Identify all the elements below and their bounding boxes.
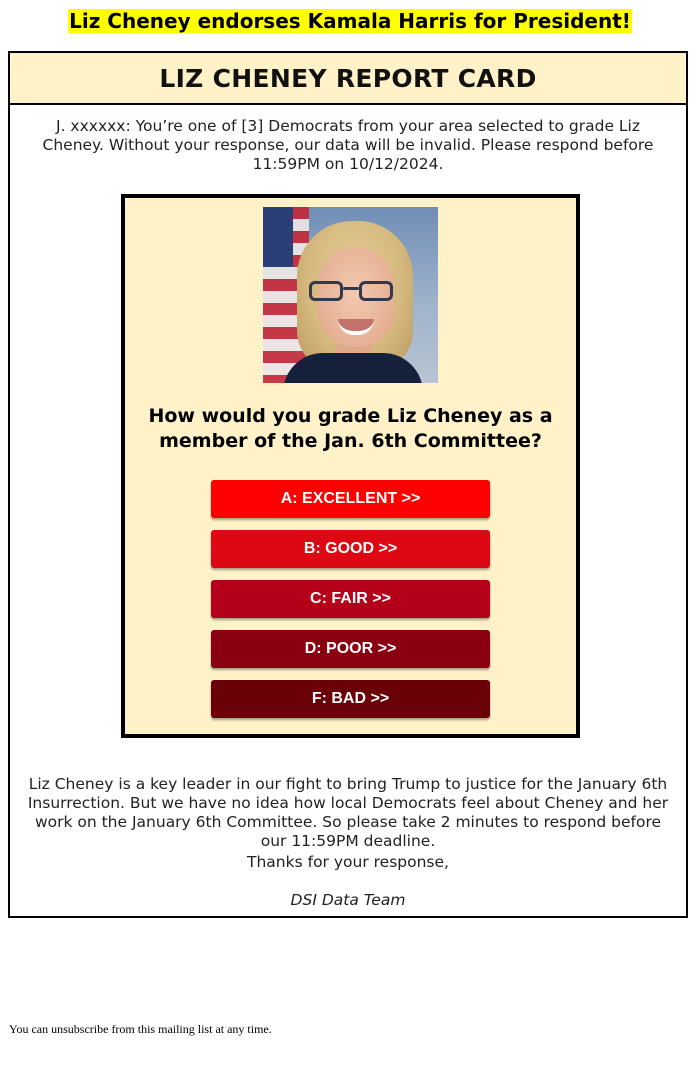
body-text: Liz Cheney is a key leader in our fight to bring Trump to justice for the January 6th Insurrection. But we have no idea how local Democrats feel about Cheney and her work on the January 6th Committee. So please take 2 minutes to respond before our 11:59PM deadline.: [27, 774, 669, 850]
grade-c-button[interactable]: C: FAIR >>: [211, 580, 490, 618]
portrait-glasses: [309, 281, 393, 303]
grade-f-button[interactable]: F: BAD >>: [211, 680, 490, 718]
portrait-photo: [263, 207, 438, 383]
intro-text: J. xxxxxx: You’re one of [3] Democrats from your area selected to grade Liz Cheney. Without your response, our data will be invalid. Please respond before 11:59PM on 10/12/2024.: [42, 117, 654, 173]
survey-box: [121, 194, 580, 738]
thanks-text: Thanks for your response,: [247, 853, 449, 871]
signoff-text: DSI Data Team: [290, 891, 406, 909]
report-card: [8, 51, 688, 918]
headline-container: [0, 0, 700, 39]
headline: Liz Cheney endorses Kamala Harris for President!: [69, 9, 631, 33]
grade-d-button[interactable]: D: POOR >>: [211, 630, 490, 668]
flag-canton: [263, 207, 293, 267]
grade-a-button[interactable]: A: EXCELLENT >>: [211, 480, 490, 518]
card-header: [10, 53, 686, 105]
portrait-jacket: [283, 353, 423, 383]
card-title: LIZ CHENEY REPORT CARD: [159, 63, 537, 93]
unsubscribe-text: You can unsubscribe from this mailing list at any time.: [9, 1022, 272, 1036]
grade-b-button[interactable]: B: GOOD >>: [211, 530, 490, 568]
survey-question: How would you grade Liz Cheney as a member of the Jan. 6th Committee?: [148, 405, 553, 452]
